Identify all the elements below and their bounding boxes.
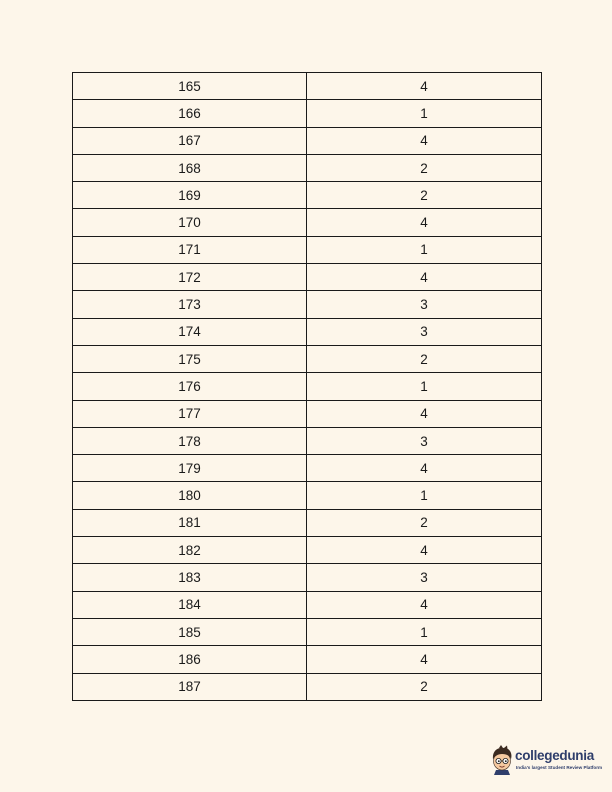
table-row	[73, 127, 542, 154]
answer-option-cell: 1	[307, 236, 542, 263]
answer-option-cell: 4	[307, 264, 542, 291]
question-number-cell: 175	[73, 345, 307, 372]
answer-option-cell: 4	[307, 646, 542, 673]
answer-option-cell: 1	[307, 482, 542, 509]
table-row	[73, 537, 542, 564]
question-number-cell: 176	[73, 373, 307, 400]
table-row	[73, 209, 542, 236]
table-row	[73, 236, 542, 263]
table-row	[73, 318, 542, 345]
question-number-cell: 165	[73, 73, 307, 100]
brand-name: collegedunia	[515, 748, 594, 763]
answer-key-body	[73, 73, 542, 701]
answer-option-cell: 2	[307, 673, 542, 700]
table-row	[73, 345, 542, 372]
question-number-cell: 173	[73, 291, 307, 318]
answer-option-cell: 3	[307, 427, 542, 454]
question-number-cell: 179	[73, 455, 307, 482]
answer-option-cell: 2	[307, 154, 542, 181]
table-row	[73, 646, 542, 673]
answer-option-cell: 4	[307, 209, 542, 236]
question-number-cell: 184	[73, 591, 307, 618]
table-row	[73, 291, 542, 318]
question-number-cell: 180	[73, 482, 307, 509]
answer-key-table	[72, 72, 542, 701]
answer-option-cell: 2	[307, 509, 542, 536]
brand-tagline: India's largest Student Review Platform	[516, 765, 603, 770]
collegedunia-logo	[489, 743, 607, 777]
answer-option-cell: 3	[307, 318, 542, 345]
table-row	[73, 182, 542, 209]
answer-option-cell: 1	[307, 618, 542, 645]
answer-option-cell: 2	[307, 182, 542, 209]
answer-option-cell: 4	[307, 537, 542, 564]
question-number-cell: 181	[73, 509, 307, 536]
question-number-cell: 170	[73, 209, 307, 236]
table-row	[73, 591, 542, 618]
question-number-cell: 166	[73, 100, 307, 127]
question-number-cell: 186	[73, 646, 307, 673]
answer-option-cell: 1	[307, 100, 542, 127]
answer-option-cell: 4	[307, 400, 542, 427]
answer-option-cell: 4	[307, 127, 542, 154]
table-row	[73, 455, 542, 482]
question-number-cell: 187	[73, 673, 307, 700]
question-number-cell: 169	[73, 182, 307, 209]
answer-option-cell: 3	[307, 291, 542, 318]
question-number-cell: 178	[73, 427, 307, 454]
answer-option-cell: 4	[307, 73, 542, 100]
answer-option-cell: 3	[307, 564, 542, 591]
table-row	[73, 482, 542, 509]
question-number-cell: 174	[73, 318, 307, 345]
table-row	[73, 264, 542, 291]
answer-option-cell: 4	[307, 455, 542, 482]
table-row	[73, 154, 542, 181]
table-row	[73, 618, 542, 645]
answer-option-cell: 2	[307, 345, 542, 372]
table-row	[73, 400, 542, 427]
question-number-cell: 182	[73, 537, 307, 564]
question-number-cell: 172	[73, 264, 307, 291]
question-number-cell: 171	[73, 236, 307, 263]
question-number-cell: 167	[73, 127, 307, 154]
student-mascot-icon	[489, 743, 515, 775]
table-row	[73, 564, 542, 591]
table-row	[73, 509, 542, 536]
table-row	[73, 373, 542, 400]
table-row	[73, 427, 542, 454]
table-row	[73, 100, 542, 127]
answer-option-cell: 1	[307, 373, 542, 400]
question-number-cell: 185	[73, 618, 307, 645]
question-number-cell: 177	[73, 400, 307, 427]
question-number-cell: 168	[73, 154, 307, 181]
table-row	[73, 73, 542, 100]
question-number-cell: 183	[73, 564, 307, 591]
table-row	[73, 673, 542, 700]
answer-option-cell: 4	[307, 591, 542, 618]
